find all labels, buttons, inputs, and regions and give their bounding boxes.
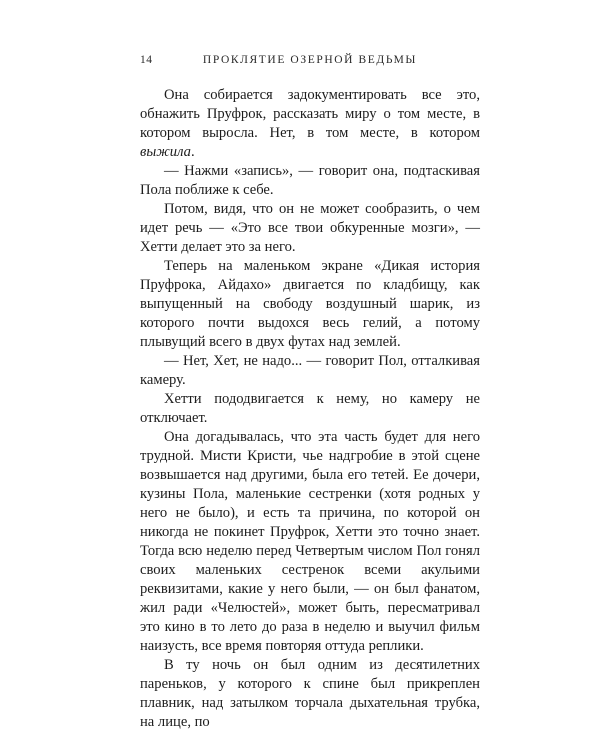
body-text: [140, 86, 480, 732]
paragraph: [140, 86, 480, 162]
paragraph-text: Она собирается задокументировать все это, обнажить Пруфрок, рассказать миру о том месте, в котором выросла. Нет, в том месте, в котором: [140, 87, 480, 141]
paragraph: В ту ночь он был одним из десятилетних пареньков, у которого к спине был прикреплен плавник, над затылком торчала дыхательная трубка, на лице, по: [140, 657, 480, 730]
running-title: ПРОКЛЯТИЕ ОЗЕРНОЙ ВЕДЬМЫ: [202, 54, 418, 66]
paragraph: Потом, видя, что он не может сообразить, о чем идет речь — «Это все твои обкуренные мозги», — Хетти делает это за него.: [140, 201, 480, 255]
page-header: [140, 54, 480, 70]
paragraph-italic-text: выжила: [140, 144, 191, 160]
paragraph: — Нет, Хет, не надо... — говорит Пол, отталкивая камеру.: [140, 353, 480, 388]
paragraph-text: .: [190, 144, 195, 160]
paragraph: Теперь на маленьком экране «Дикая история Пруфрока, Айдахо» двигается по кладбищу, как выпущенный на свободу воздушный шарик, из которого почти выдохся весь гелий, а потому плывущий всего в двух футах над землей.: [140, 258, 480, 350]
paragraph: — Нажми «запись», — говорит она, подтаскивая Пола поближе к себе.: [140, 163, 480, 198]
paragraph: Хетти пододвигается к нему, но камеру не отключает.: [140, 391, 480, 426]
page-number: 14: [140, 54, 153, 66]
paragraph: Она догадывалась, что эта часть будет для него трудной. Мисти Кристи, чье надгробие в этой сцене возвышается над другими, была его тетей. Ее дочери, кузины Пола, маленькие сестренки (хотя родных у него не было), и есть та причина, по которой он никогда не покинет Пруфрок, Хетти это точно знает. Тогда всю неделю перед Четвертым числом Пол гонял своих маленьких сестренок всеми акульими реквизитами, какие у него были, — он был фанатом, жил ради «Челюстей», может быть, пересматривал это кино в то лето до раза в неделю и выучил фильм наизусть, все время повторяя оттуда реплики.: [140, 429, 480, 654]
